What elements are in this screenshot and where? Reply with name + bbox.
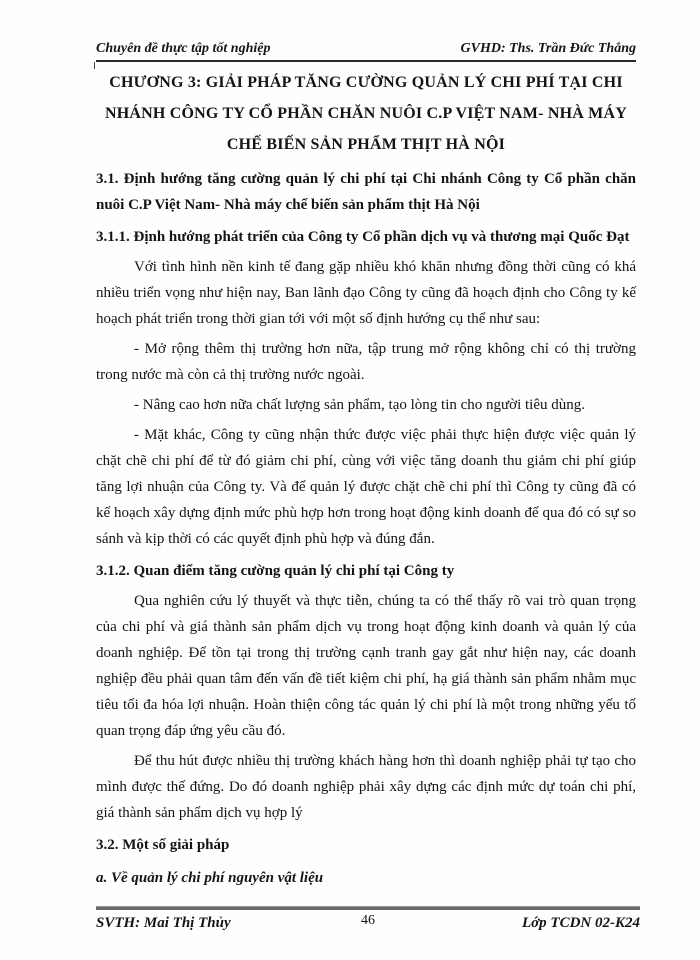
header-course-title: Chuyên đề thực tập tốt nghiệp: [96, 41, 271, 56]
heading-3-1-2: 3.1.2. Quan điểm tăng cường quản lý chi phí tại Công ty: [96, 563, 455, 579]
chapter-title: CHƯƠNG 3: GIẢI PHÁP TĂNG CƯỜNG QUẢN LÝ CHI PHÍ TẠI CHI NHÁNH CÔNG TY CỔ PHẦN CHĂN NUÔI C.P VIỆT NAM- NHÀ MÁY CHẾ BIẾN SẢN PHẨM THỊT HÀ NỘI: [104, 74, 627, 153]
heading-a-material-cost: a. Về quản lý chi phí nguyên vật liệu: [96, 870, 324, 886]
heading-3-1: 3.1. Định hướng tăng cường quản lý chi phí tại Chi nhánh Công ty Cổ phần chăn nuôi C.P Việt Nam- Nhà máy chế biến sản phẩm thịt Hà Nội: [96, 171, 636, 213]
bullet-cost-control: - Mặt khác, Công ty cũng nhận thức được việc phải thực hiện được việc quản lý chặt chẽ chi phí để từ đó giảm chi phí, cùng với việc tăng doanh thu giảm chi phí giúp tăng lợi nhuận của Công ty. Và để quản lý được chặt chẽ chi phí thì Công ty cũng đã có kế hoạch xây dựng định mức phù hợp hơn trong hoạt động kinh doanh để qua đó có sự so sánh và kịp thời có các quyết định phù hợp và đúng đắn.: [96, 427, 636, 547]
page-header: [96, 40, 636, 58]
bullet-product-quality: - Nâng cao hơn nữa chất lượng sản phẩm, tạo lòng tin cho người tiêu dùng.: [134, 397, 586, 413]
footer-student-name: SVTH: Mai Thị Thủy: [96, 915, 231, 931]
page-number: 46: [361, 913, 375, 928]
heading-3-2: 3.2. Một số giải pháp: [96, 837, 230, 853]
bullet-expand-market: - Mở rộng thêm thị trường hơn nữa, tập trung mở rộng không chỉ có thị trường trong nước mà còn cả thị trường nước ngoài.: [96, 341, 636, 383]
footer-row: [96, 912, 640, 934]
paragraph-viewpoint: Qua nghiên cứu lý thuyết và thực tiễn, chúng ta có thể thấy rõ vai trò quan trọng của chi phí và giá thành sản phẩm dịch vụ trong hoạt động kinh doanh và quản lý của doanh nghiệp. Để tồn tại trong thị trường cạnh tranh gay gắt như hiện nay, các doanh nghiệp đều phải quan tâm đến vấn đề tiết kiệm chi phí, hạ giá thành sản phẩm nhằm mục tiêu tối đa hóa lợi nhuận. Hoàn thiện công tác quản lý chi phí là một trong những yếu tố quan trọng đáp ứng yêu cầu đó.: [96, 593, 636, 739]
page-content: [96, 40, 636, 891]
page-footer: [0, 906, 700, 934]
paragraph-attract-customers: Để thu hút được nhiều thị trường khách hàng hơn thì doanh nghiệp phải tự tạo cho mình được thế đứng. Do đó doanh nghiệp phải xây dựng các định mức dự toán chi phí, giá thành sản phẩm dịch vụ hợp lý: [96, 753, 636, 821]
header-divider: [96, 60, 636, 62]
header-supervisor: GVHD: Ths. Trần Đức Thắng: [460, 41, 636, 56]
header-rule-tick: [94, 62, 95, 69]
paragraph-orientation: Với tình hình nền kinh tế đang gặp nhiều khó khăn nhưng đồng thời cũng có khá nhiều triển vọng như hiện nay, Ban lãnh đạo Công ty cũng đã hoạch định cho Công ty kế hoạch phát triển trong thời gian tới với một số định hướng cụ thể như sau:: [96, 259, 636, 327]
footer-class-name: Lớp TCDN 02-K24: [521, 915, 640, 931]
heading-3-1-1: 3.1.1. Định hướng phát triển của Công ty Cổ phần dịch vụ và thương mại Quốc Đạt: [96, 229, 630, 245]
